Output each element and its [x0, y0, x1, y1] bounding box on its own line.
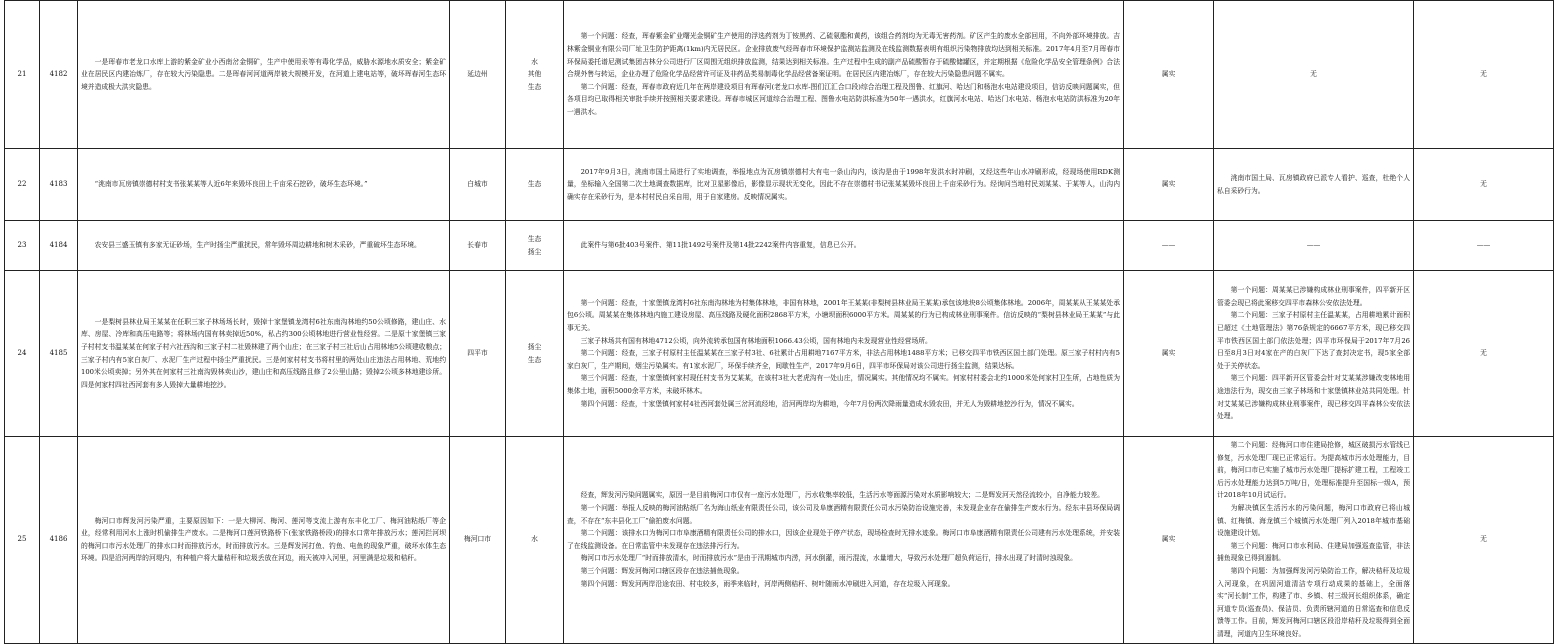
row-seq: 22 [5, 149, 40, 221]
category-cell [506, 149, 564, 221]
finding-paragraph: 第四个问题：辉发河两岸沿途农田、村屯较多，雨季来临时，河岸两侧秸秆、树叶随雨水冲刷进入河道，存在垃圾入河现象。 [580, 579, 955, 588]
handling-paragraph: 为解决镇区生活污水的污染问题，梅河口市政府已将山城镇、红梅镇、海龙镇三个城镇污水处理厂列入2018年城市基础设施建设计划。 [1217, 503, 1410, 538]
verdict-cell: 属实 [1124, 271, 1214, 437]
finding-paragraph: 2017年9月3日，洮南市国土局进行了实地调查，举报地点为瓦房镇崇德村大有屯一条山沟内，该沟是由于1998年发洪水时冲刷，又经这些年山水冲刷形成，经现场使用RDK测量，坐标输入全国第二次土地调查数据库，比对卫星影像后，影像显示现状无变化，因此不存在崇德村书记张某某毁坏良田上千亩采砂行为。经询问当地村民刘某某、于某等人，山沟内确实存在采砂行为，是本村村民自采自用，用于自家建房。反映情况属实。 [567, 167, 1120, 201]
finding-paragraph: 第一个问题：举报人反映的梅河油粘纸厂名为海山纸业有限责任公司，该公司及阜康酒精有限责任公司水污染防治设施完善，未发现企业存在偷排生产废水行为。经东丰县环保局调查，不存在“东丰县化工厂”偷拍废水问题。 [567, 503, 1120, 525]
table-row [5, 149, 1554, 221]
finding-paragraph: 第二个问题：经查，珲春市政府近几年在两岸建设项目有珲春河(老龙口水库-图们江汇合口段)综合治理工程及图鲁、红旗河、哈达门和杨泡水电站建设项目，信访反映问题属实，但各项目均已取得相关审批手续并按照相关要求建设。珲春市城区河道综合治理工程、图鲁水电站防洪标准为50年一遇洪水，红旗河水电站、哈达门水电站、杨泡水电站防洪标准为20年一遇洪水。 [567, 82, 1120, 116]
verdict-cell: 属实 [1124, 1, 1214, 149]
row-seq: 21 [5, 1, 40, 149]
case-table [4, 0, 1554, 644]
case-id: 4183 [40, 149, 78, 221]
handling-paragraph: 第三个问题：梅河口市水利局、住建局加强巡查监管，非法捕鱼现象已得到遏制。 [1217, 541, 1410, 563]
case-id: 4182 [40, 1, 78, 149]
finding-paragraph: 第三个问题：经查，十家堡镇何家村现任村支书为艾某某，在该村3社大老虎沟有一处山庄，情况属实。其他情况均不属实。何家村村委会北约1000米处何家村卫生所，占地性质为集体土地，面积5000余平方米，未破坏林木。 [567, 374, 1120, 395]
handling-cell [1214, 271, 1414, 437]
row-seq: 25 [5, 437, 40, 644]
handling-paragraph: 第一个问题：周某某已涉嫌构成林业刑事案件，四平新开区管委会现已将此案移交四平市森林公安依法处理。 [1217, 286, 1410, 307]
complaint-text: 一是珲春市老龙口水库上游的紫金矿业小西南岔金铜矿，生产中使用汞等有毒化学品，威胁水源地水质安全；紫金矿业在居民区内建冶炼厂，存在较大污染隐患。二是珲春河河道两岸被大规模开发，在河道上建电站等，破坏珲春河生态环境并造成极大洪灾隐患。 [81, 57, 446, 91]
complaint-cell [78, 271, 450, 437]
findings-cell [564, 221, 1124, 271]
finding-paragraph: 梅河口市污水处理厂“时而排放清水，时而排放污水”是由于汛期城市内涝，河水倒灌，雨污混流，水量增大，导致污水处理厂超负荷运行，排水出现了时清时浊现象。 [580, 554, 1077, 563]
category-cell [506, 437, 564, 644]
finding-paragraph: 第二个问题：经查，三家子村原村主任温某某在三家子村3社、6社累计占用耕地7167平方米，非法占用林地1488平方米；已移交四平市铁西区国土部门处理。原三家子村村内有5家白灰厂，生产期间，烟尘污染属实。有1家水泥厂，环保手续齐全，间歇性生产，2017年9月6日，四平市环保局对该公司进行扬尘监测，结果达标。 [567, 349, 1120, 370]
complaint-cell [78, 437, 450, 644]
complaint-text: 梅河口市辉发河污染严重，主要原因如下：一是大柳河、梅河、莲河等支流上游有东丰化工厂、梅河油粘纸厂等企业，经常利用河水上涨时机偷排生产废水。二是梅河口莲河铁路桥下(张家铁路桥段)的排水口常年排放污水；莲河拦河坝的梅河口市污水处理厂的排水口时而排放污水，时而排放污水。三是辉发河打鱼、钓鱼、电鱼的现象严重，破坏水体生态环境。四是沿河两岸的河堤内，有种植户将大量秸秆和垃圾丢放在河边，雨天被冲入河里，河里满是垃圾和秸秆。 [81, 516, 446, 563]
finding-paragraph: 此案件与第6批403号案件、第11批1492号案件及第14批2242案件内容重复，信息已公开。 [580, 241, 861, 250]
region-cell: 梅河口市 [450, 437, 506, 644]
complaint-cell [78, 149, 450, 221]
table-row [5, 221, 1554, 271]
accountability-cell: —— [1414, 221, 1554, 271]
category-label: 其他 [527, 70, 542, 79]
handling-text: 洮南市国土局、瓦房镇政府已派专人看护、巡查，杜绝个人私自采砂行为。 [1217, 173, 1410, 195]
case-id: 4184 [40, 221, 78, 271]
case-id: 4186 [40, 437, 78, 644]
complaint-text: “洮南市瓦房镇崇德村村支书张某某等人近6年来毁坏良田上千亩采石挖砂，破坏生态环境。” [94, 180, 368, 189]
category-label: 生态 [527, 355, 542, 364]
category-label: 扬尘 [527, 247, 542, 256]
category-label: 水 [531, 535, 538, 544]
region-cell: 延边州 [450, 1, 506, 149]
verdict-cell: 属实 [1124, 149, 1214, 221]
handling-paragraph: 第二个问题：三家子村原村主任温某某，占用耕地累计面积已超过《土地管理法》第76条规定的6667平方米，现已移交四平市铁西区国土部门依法处理；四平市环保局于2017年7月26日至8月3日对4家在产的白灰厂下达了查封决定书，现5家全部处于关停状态。 [1217, 311, 1410, 370]
category-label: 生态 [527, 234, 542, 243]
category-label: 水 [531, 57, 538, 66]
finding-paragraph: 第三个问题：辉发河梅河口辖区段存在违法捕鱼现象。 [580, 566, 744, 575]
region-cell: 四平市 [450, 271, 506, 437]
category-cell [506, 221, 564, 271]
row-seq: 24 [5, 271, 40, 437]
accountability-cell: 无 [1414, 271, 1554, 437]
region-cell: 白城市 [450, 149, 506, 221]
row-seq: 23 [5, 221, 40, 271]
finding-paragraph: 三家子林场共有国有林地4712公顷，向外流转承包国有林地面积1066.43公顷，国有林地内未发现营业性经营场所。 [580, 336, 932, 345]
handling-cell: 无 [1214, 1, 1414, 149]
table-row [5, 271, 1554, 437]
findings-cell [564, 149, 1124, 221]
complaint-text: 一是梨树县林业局王某某在任职三家子林场场长时，毁掉十家堡镇龙湾村6社东南沟林地约50公顷修路，建山庄、水库、房屋、冷库和高压电路等；将林场内国有林卖掉近50%，私占约300公顷林地进行营业性经营。二是原十家堡镇三家子村村支书温某某在何家子村六社西沟和三家子村二社毁林建了两个山庄；在三家子村三社后山占用林地5公顷建收粮点；三家子村内有5家白灰厂、水泥厂生产过程中扬尘严重扰民。三是何家村村支书将村里的两处山庄违法占用林地、荒地约100米公顷卖掉；另外其在何家村三社南沟毁林卖山沙，建山庄和高压线路且修了2公里山路；毁掉2公顷多林地建诊所。四是何家村四社西河套有多人毁掉大量耕地挖沙。 [81, 317, 446, 389]
accountability-cell: 无 [1414, 437, 1554, 644]
handling-cell [1214, 149, 1414, 221]
finding-paragraph: 经查，辉发河污染问题属实，原因一是目前梅河口市仅有一座污水处理厂，污水收集率较低，生活污水等面源污染对水质影响较大；二是辉发河天然径流较小，自净能力较差。 [580, 491, 1104, 500]
complaint-cell [78, 1, 450, 149]
complaint-text: 农安县三盛玉镇有多家无证砂场，生产时扬尘严重扰民，常年毁坏周边耕地和树木采砂，严重破坏生态环境。 [94, 241, 421, 250]
complaint-cell [78, 221, 450, 271]
table-row [5, 1, 1554, 149]
handling-paragraph: 第三个问题：四平新开区管委会针对艾某某涉嫌改变林地用途违法行为，现交由三家子林场和十家堡镇林业站共同处理。针对艾某某已涉嫌构成林业刑事案件，现已移交四平森林公安依法处理。 [1217, 374, 1410, 421]
findings-cell [564, 437, 1124, 644]
verdict-cell: 属实 [1124, 437, 1214, 644]
accountability-cell: 无 [1414, 1, 1554, 149]
finding-paragraph: 第一个问题：经查，珲春紫金矿业曙光金铜矿生产使用的浮选药剂为丁铵黑药、乙硫氨酯和黄药，该组合药剂均为无毒无害药剂。矿区产生的废水全部回用，不向外部环境排放。吉林紫金铜业有限公司厂址卫生防护距离(1km)内无居民区。企业排放废气经珲春市环境保护监测站监测及在线监测数据表明有组织污染物排放均达到相关标准。2017年4月至7月珲春市环保局委托谱尼测试集团吉林分公司进行厂区周围无组织排放监测，结果达到相关标准。生产过程中生成的副产品硫酸暂存于硫酸储罐区，并定期根据《危险化学品安全管理条例》合法合规外售与转运，企业办理了危险化学品经营许可证及非药品类易制毒化学品经营备案证明。在居民区内建冶炼厂，存在较大污染隐患问题不属实。 [567, 32, 1120, 79]
finding-paragraph: 第四个问题：经查，十家堡镇何家村4社西河套处属三岔河流经地，沿河两岸均为耕地，今年7月份两次降雨量造成水毁农田，并无人为毁耕地挖沙行为，情况不属实。 [580, 399, 1079, 408]
handling-paragraph: 第四个问题：为加强辉发河污染防治工作，解决秸秆及垃圾入河现象，在巩固河道清洁专项行动成果的基础上，全面落实“河长制”工作，构建了市、乡镇、村三级河长组织体系，确定河道专员(巡查员)、保洁员、负责所辖河道的日常巡查和信息反馈等工作。目前，辉发河梅河口辖区段沿岸秸秆及垃圾得到全面清理，河道内卫生环境良好。 [1217, 566, 1410, 638]
verdict-cell: —— [1124, 221, 1214, 271]
category-label: 生态 [527, 82, 542, 91]
accountability-cell: 无 [1414, 149, 1554, 221]
region-cell: 长春市 [450, 221, 506, 271]
handling-cell: —— [1214, 221, 1414, 271]
findings-cell [564, 1, 1124, 149]
category-cell [506, 271, 564, 437]
finding-paragraph: 第一个问题：经查，十家堡镇龙湾村6社东南沟林地为村集体林地，非国有林地，2001年王某某(非梨树县林业局王某某)承包该地块8公顷集体林地。2006年，周某某从王某某处承包6公顷。周某某在集体林地内施工建设房屋、高压线路及硬化面积2868平方米，小塘坝面积6000平方米。周某某的行为已构成林业刑事案件。信访反映的“梨树县林业局王某某”与此事无关。 [567, 298, 1120, 333]
category-label: 生态 [527, 180, 542, 189]
category-cell [506, 1, 564, 149]
table-row [5, 437, 1554, 644]
handling-paragraph: 第二个问题：经梅河口市住建局抢修，城区破损污水管线已修复，污水处理厂现已正常运行。为提高城市污水处理能力，目前，梅河口市已实施了城市污水处理厂提标扩建工程，工程竣工后污水处理能力达到5万吨/日，处理标准提升至国标一级A，预计2018年10月试运行。 [1217, 441, 1410, 500]
findings-cell [564, 271, 1124, 437]
handling-cell [1214, 437, 1414, 644]
case-id: 4185 [40, 271, 78, 437]
finding-paragraph: 第二个问题：该排水口为梅河口市阜康酒精有限责任公司的排水口，因该企业现处于停产状态，现场检查时无排水迹象。梅河口市阜康酒精有限责任公司建有污水处理系统，并安装了在线监测设备。在日常监管中未发现存在违法排污行为。 [567, 529, 1120, 550]
category-label: 扬尘 [527, 342, 542, 351]
